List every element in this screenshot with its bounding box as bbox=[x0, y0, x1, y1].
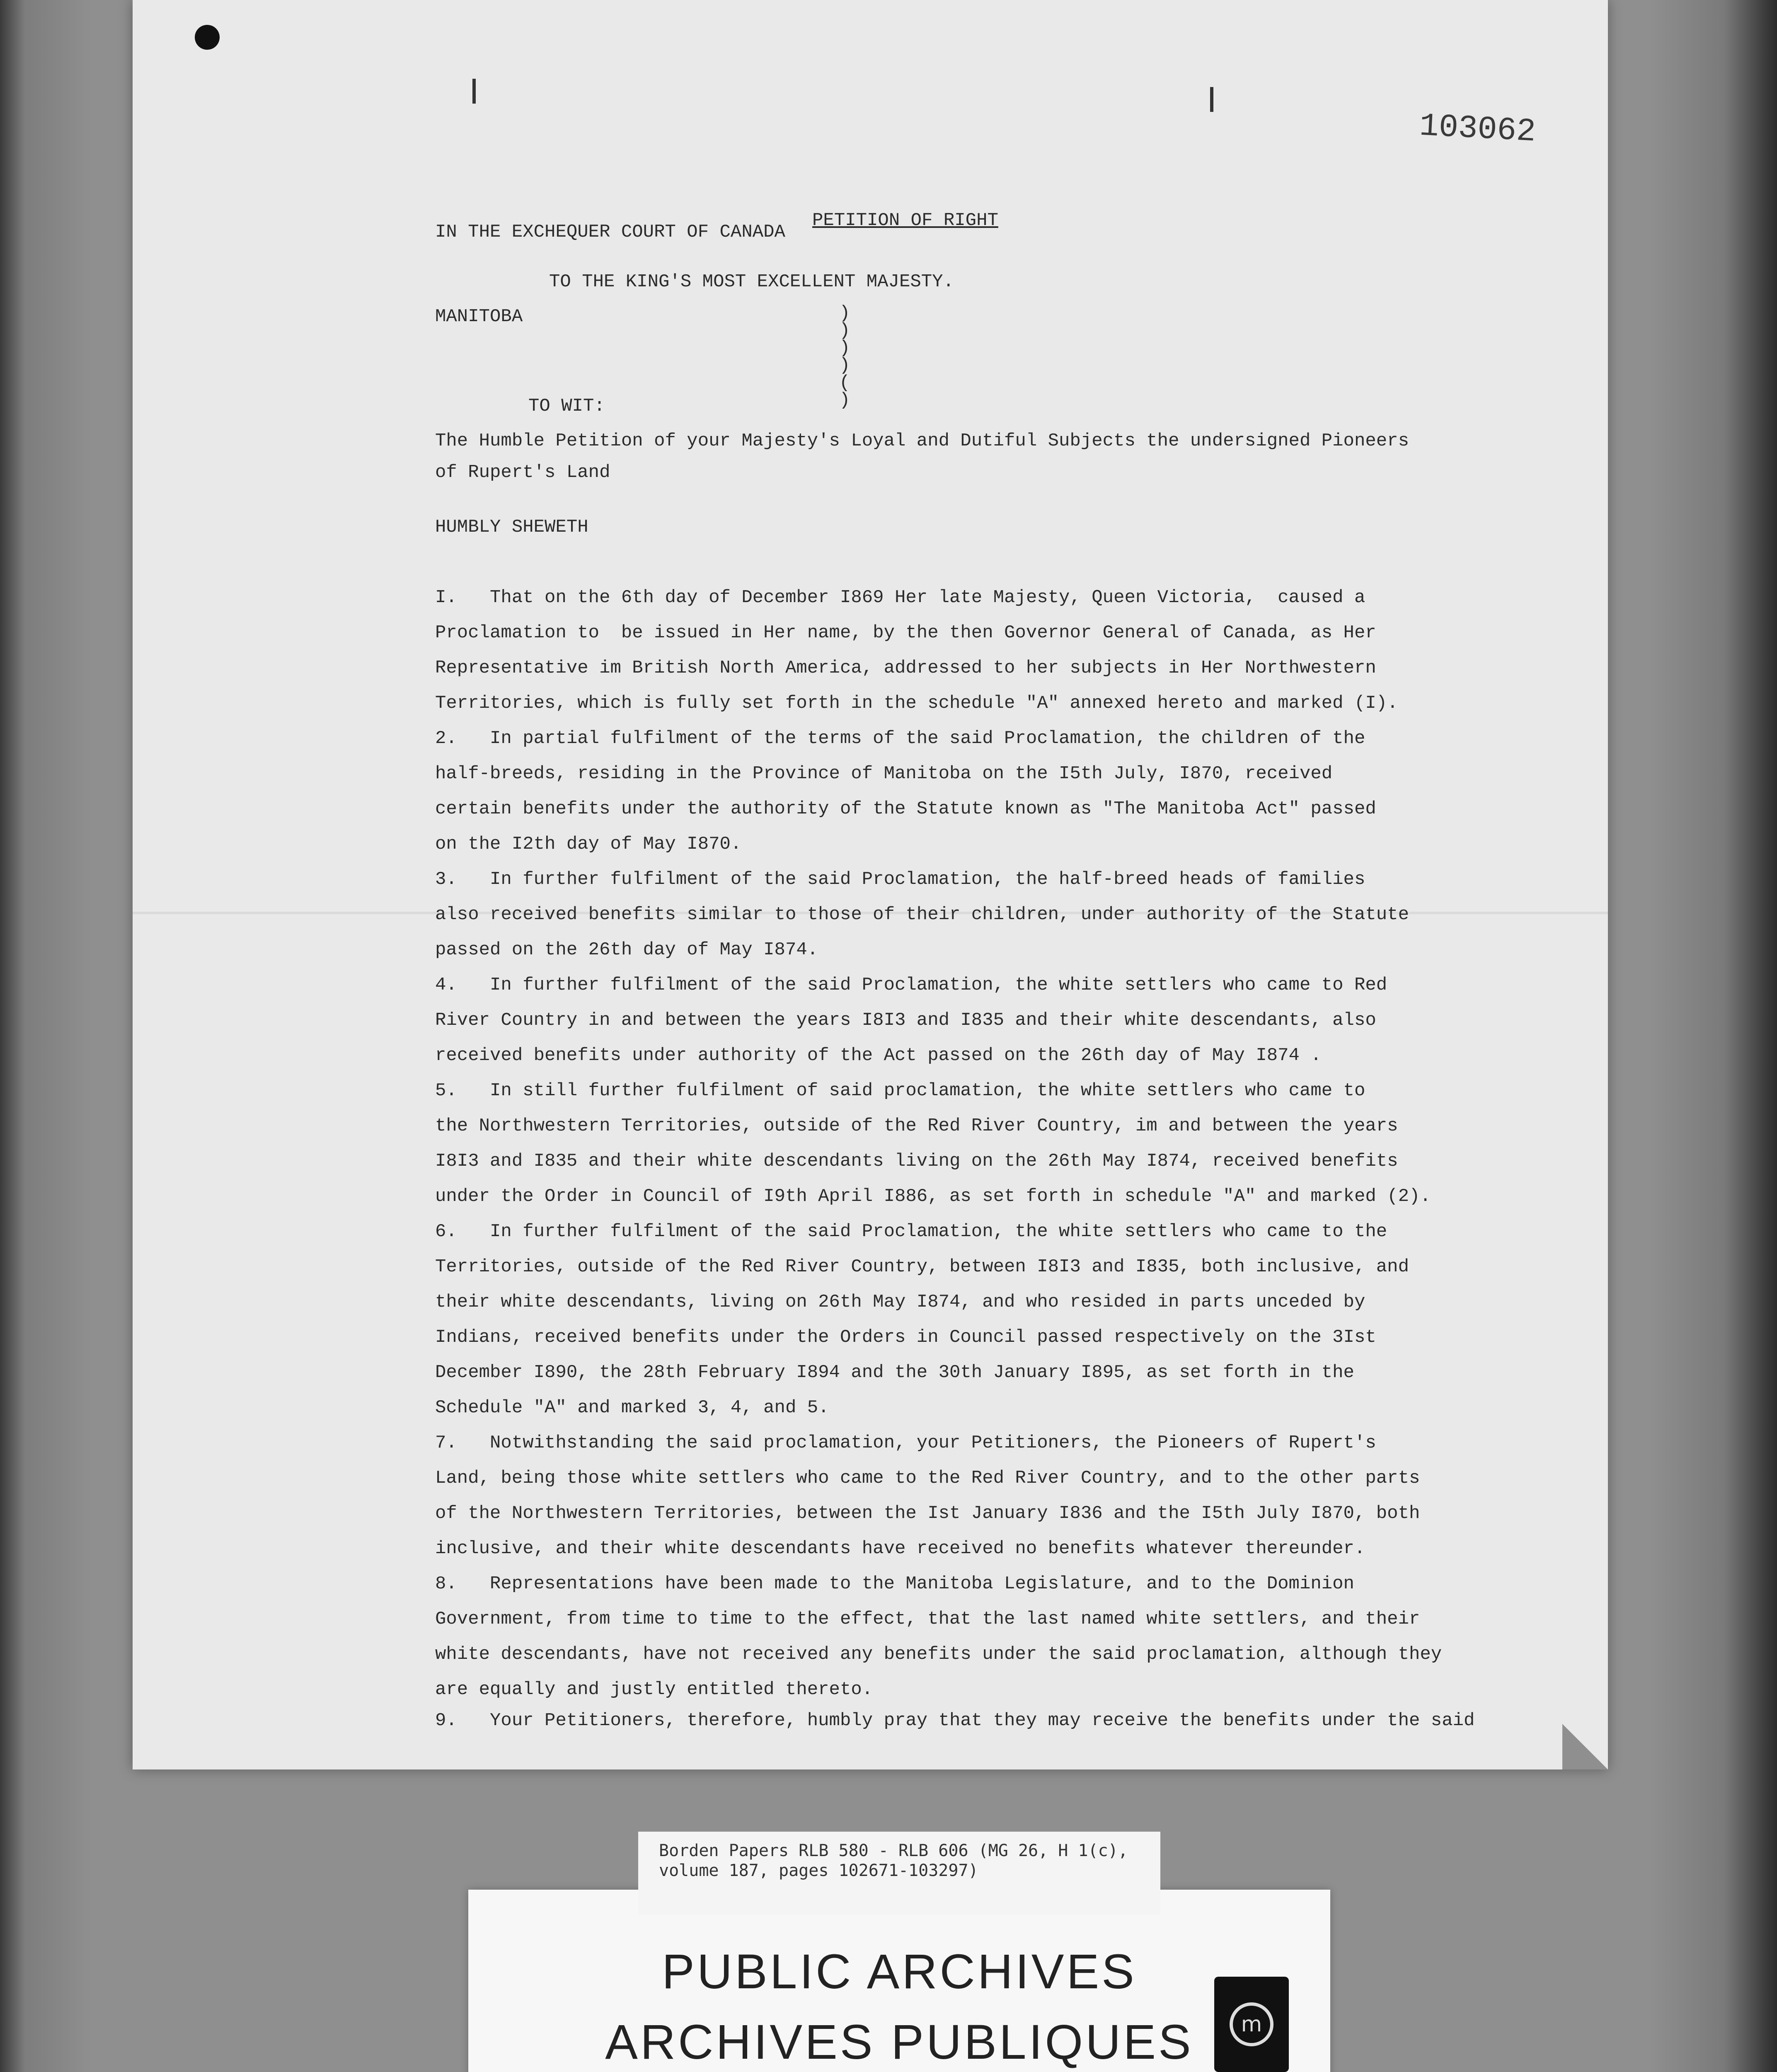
body-line: Land, being those white settlers who came to the Red River Country, and to the other parts bbox=[435, 1468, 1420, 1489]
document-page bbox=[133, 0, 1608, 1769]
binder-hole bbox=[195, 25, 220, 50]
body-line: of the Northwestern Territories, between the Ist January I836 and the I5th July I870, both bbox=[435, 1503, 1420, 1524]
body-line: Indians, received benefits under the Orders in Council passed respectively on the 3Ist bbox=[435, 1327, 1376, 1348]
body-line: I8I3 and I835 and their white descendants living on the 26th May I874, received benefits bbox=[435, 1151, 1398, 1172]
body-line: River Country in and between the years I8I3 and I835 and their white descendants, also bbox=[435, 1010, 1376, 1031]
body-line: 7. Notwithstanding the said proclamation, your Petitioners, the Pioneers of Rupert's bbox=[435, 1433, 1376, 1453]
body-line: passed on the 26th day of May I874. bbox=[435, 939, 818, 960]
province-label: MANITOBA bbox=[435, 306, 523, 327]
seal-emblem-icon: m bbox=[1230, 2002, 1273, 2046]
body-line: also received benefits similar to those of their children, under authority of the Statute bbox=[435, 904, 1409, 925]
body-line: received benefits under authority of the Act passed on the 26th day of May I874 . bbox=[435, 1045, 1322, 1066]
intro-line: The Humble Petition of your Majesty's Loyal and Dutiful Subjects the undersigned Pioneers bbox=[435, 431, 1409, 451]
reference-line: volume 187, pages 102671-103297) bbox=[659, 1861, 978, 1880]
body-line: Proclamation to be issued in Her name, by the then Governor General of Canada, as Her bbox=[435, 622, 1376, 643]
stamp-line-english: PUBLIC ARCHIVES bbox=[662, 1944, 1137, 1999]
body-line: 9. Your Petitioners, therefore, humbly pray that they may receive the benefits under the said bbox=[435, 1710, 1475, 1731]
bracket-column: ) ) ) ) ( ) bbox=[839, 303, 850, 411]
folio-number: 103062 bbox=[1418, 108, 1537, 151]
sheweth-heading: HUMBLY SHEWETH bbox=[435, 517, 588, 537]
body-line: 6. In further fulfilment of the said Proclamation, the white settlers who came to the bbox=[435, 1221, 1387, 1242]
body-line: Territories, which is fully set forth in the schedule "A" annexed hereto and marked (I). bbox=[435, 693, 1398, 714]
body-line: 2. In partial fulfilment of the terms of the said Proclamation, the children of the bbox=[435, 728, 1365, 749]
reference-line: Borden Papers RLB 580 - RLB 606 (MG 26, H 1(c), bbox=[659, 1841, 1128, 1860]
body-line: Representative im British North America, addressed to her subjects in Her Northwestern bbox=[435, 658, 1376, 678]
body-line: inclusive, and their white descendants have received no benefits whatever thereunder. bbox=[435, 1538, 1365, 1559]
archives-seal bbox=[1214, 1977, 1289, 2072]
body-line: 3. In further fulfilment of the said Proclamation, the half-breed heads of families bbox=[435, 869, 1365, 890]
body-line: on the I2th day of May I870. bbox=[435, 834, 742, 854]
pencil-mark bbox=[1210, 87, 1213, 112]
body-line: Territories, outside of the Red River Country, between I8I3 and I835, both inclusive, and bbox=[435, 1256, 1409, 1277]
to-wit-label: TO WIT: bbox=[528, 396, 605, 416]
body-line: 8. Representations have been made to the Manitoba Legislature, and to the Dominion bbox=[435, 1573, 1354, 1594]
body-line: half-breeds, residing in the Province of Manitoba on the I5th July, I870, received bbox=[435, 763, 1333, 784]
stamp-line-french: ARCHIVES PUBLIQUES bbox=[605, 2015, 1194, 2070]
body-line: 5. In still further fulfilment of said proclamation, the white settlers who came to bbox=[435, 1080, 1365, 1101]
body-line: 4. In further fulfilment of the said Proclamation, the white settlers who came to Red bbox=[435, 975, 1387, 995]
body-line: their white descendants, living on 26th May I874, and who resided in parts unceded by bbox=[435, 1292, 1365, 1312]
body-line: under the Order in Council of I9th April I886, as set forth in schedule "A" and marked (2). bbox=[435, 1186, 1431, 1207]
torn-corner bbox=[1562, 1724, 1608, 1769]
body-line: white descendants, have not received any benefits under the said proclamation, although they bbox=[435, 1644, 1442, 1665]
court-heading: IN THE EXCHEQUER COURT OF CANADA bbox=[435, 222, 785, 242]
body-line: Schedule "A" and marked 3, 4, and 5. bbox=[435, 1397, 829, 1418]
body-line: I. That on the 6th day of December I869 Her late Majesty, Queen Victoria, caused a bbox=[435, 587, 1365, 608]
intro-line: of Rupert's Land bbox=[435, 462, 610, 483]
body-line: the Northwestern Territories, outside of the Red River Country, im and between the years bbox=[435, 1116, 1398, 1136]
body-line: are equally and justly entitled thereto. bbox=[435, 1679, 873, 1700]
body-line: December I890, the 28th February I894 and the 30th January I895, as set forth in the bbox=[435, 1362, 1354, 1383]
body-line: certain benefits under the authority of the Statute known as "The Manitoba Act" passed bbox=[435, 799, 1376, 819]
pencil-mark bbox=[472, 79, 476, 104]
document-type: PETITION OF RIGHT bbox=[812, 210, 998, 231]
reference-label bbox=[638, 1832, 1160, 1915]
archives-stamp bbox=[468, 1890, 1330, 2072]
body-line: Government, from time to time to the effect, that the last named white settlers, and their bbox=[435, 1609, 1420, 1629]
address-line: TO THE KING'S MOST EXCELLENT MAJESTY. bbox=[549, 271, 954, 292]
